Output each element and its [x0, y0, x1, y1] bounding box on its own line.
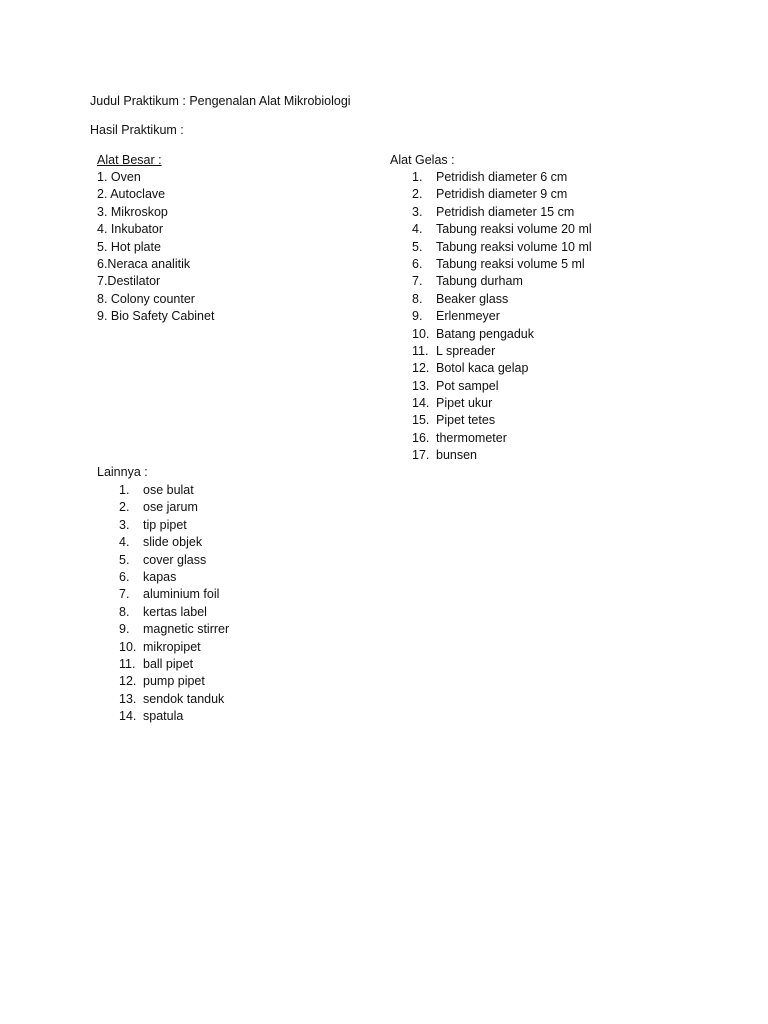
item-text: spatula	[143, 709, 184, 724]
item-text: ose bulat	[143, 483, 194, 497]
item-text: Tabung reaksi volume 20 ml	[436, 222, 592, 237]
item-number: 7.	[412, 274, 423, 289]
item-text: Erlenmeyer	[436, 309, 500, 324]
item-number: 5.	[412, 239, 423, 254]
item-number: 9.	[119, 622, 130, 637]
document-title: Judul Praktikum : Pengenalan Alat Mikrobiologi	[90, 94, 351, 108]
item-text: bunsen	[436, 448, 478, 463]
item-number: 8.	[119, 604, 130, 619]
item-text: Tabung reaksi volume 10 ml	[436, 239, 592, 254]
item-number: 6.	[119, 569, 130, 584]
item-number: 3.	[412, 204, 423, 219]
item-text: kapas	[143, 569, 177, 584]
lainnya-heading: Lainnya :	[97, 465, 148, 479]
item-text: pump pipet	[143, 674, 205, 689]
item-text: Pot sampel	[436, 378, 499, 393]
item-number: 5.	[119, 552, 130, 567]
item-text: Petridish diameter 9 cm	[436, 187, 568, 202]
item-text: Beaker glass	[436, 291, 509, 306]
item-text: aluminium foil	[143, 587, 220, 602]
item-number: 8.	[412, 291, 423, 306]
item-number: 14.	[119, 709, 137, 724]
item-text: Petridish diameter 6 cm	[436, 170, 568, 184]
alat-gelas-heading: Alat Gelas :	[390, 153, 455, 167]
item-text: cover glass	[143, 552, 207, 567]
item-text: sendok tanduk	[143, 691, 225, 706]
item-text: tip pipet	[143, 517, 187, 532]
item-text: Tabung durham	[436, 274, 523, 289]
item-number: 3.	[119, 517, 130, 532]
item-number: 2.	[119, 500, 130, 515]
list-item: 5. Hot plate	[97, 239, 161, 254]
list-item: 3. Mikroskop	[97, 204, 168, 219]
item-number: 13.	[119, 691, 137, 706]
item-text: kertas label	[143, 604, 207, 619]
item-text: ball pipet	[143, 656, 194, 671]
item-text: mikropipet	[143, 639, 201, 654]
item-text: Petridish diameter 15 cm	[436, 204, 575, 219]
list-item: 8. Colony counter	[97, 291, 195, 306]
list-item: 1. Oven	[97, 170, 141, 184]
item-number: 13.	[412, 378, 430, 393]
item-text: slide objek	[143, 535, 203, 550]
item-text: Botol kaca gelap	[436, 361, 529, 376]
item-number: 9.	[412, 309, 423, 324]
item-text: thermometer	[436, 430, 507, 445]
item-number: 10.	[119, 639, 137, 654]
item-number: 14.	[412, 396, 430, 411]
list-item: 9. Bio Safety Cabinet	[97, 309, 215, 324]
list-item: 2. Autoclave	[97, 187, 166, 202]
item-number: 2.	[412, 187, 423, 202]
item-number: 10.	[412, 326, 430, 341]
item-number: 16.	[412, 430, 430, 445]
results-heading: Hasil Praktikum :	[90, 123, 184, 137]
item-number: 12.	[412, 361, 430, 376]
item-number: 7.	[119, 587, 130, 602]
item-number: 1.	[119, 483, 130, 497]
list-item: 6.Neraca analitik	[97, 257, 191, 272]
item-text: Pipet tetes	[436, 413, 496, 428]
item-number: 11.	[412, 343, 429, 358]
item-number: 6.	[412, 256, 423, 271]
item-number: 11.	[119, 656, 136, 671]
list-item: 4. Inkubator	[97, 222, 164, 237]
item-number: 4.	[119, 535, 130, 550]
list-item: 7.Destilator	[97, 274, 161, 289]
item-text: L spreader	[436, 343, 496, 358]
item-number: 1.	[412, 170, 423, 184]
item-number: 17.	[412, 448, 430, 463]
alat-besar-list	[97, 169, 214, 326]
item-text: magnetic stirrer	[143, 622, 230, 637]
item-text: Pipet ukur	[436, 396, 493, 411]
alat-besar-heading: Alat Besar :	[97, 153, 162, 167]
item-number: 12.	[119, 674, 137, 689]
item-text: Batang pengaduk	[436, 326, 535, 341]
item-text: ose jarum	[143, 500, 198, 515]
item-number: 4.	[412, 222, 423, 237]
item-number: 15.	[412, 413, 430, 428]
item-text: Tabung reaksi volume 5 ml	[436, 256, 585, 271]
